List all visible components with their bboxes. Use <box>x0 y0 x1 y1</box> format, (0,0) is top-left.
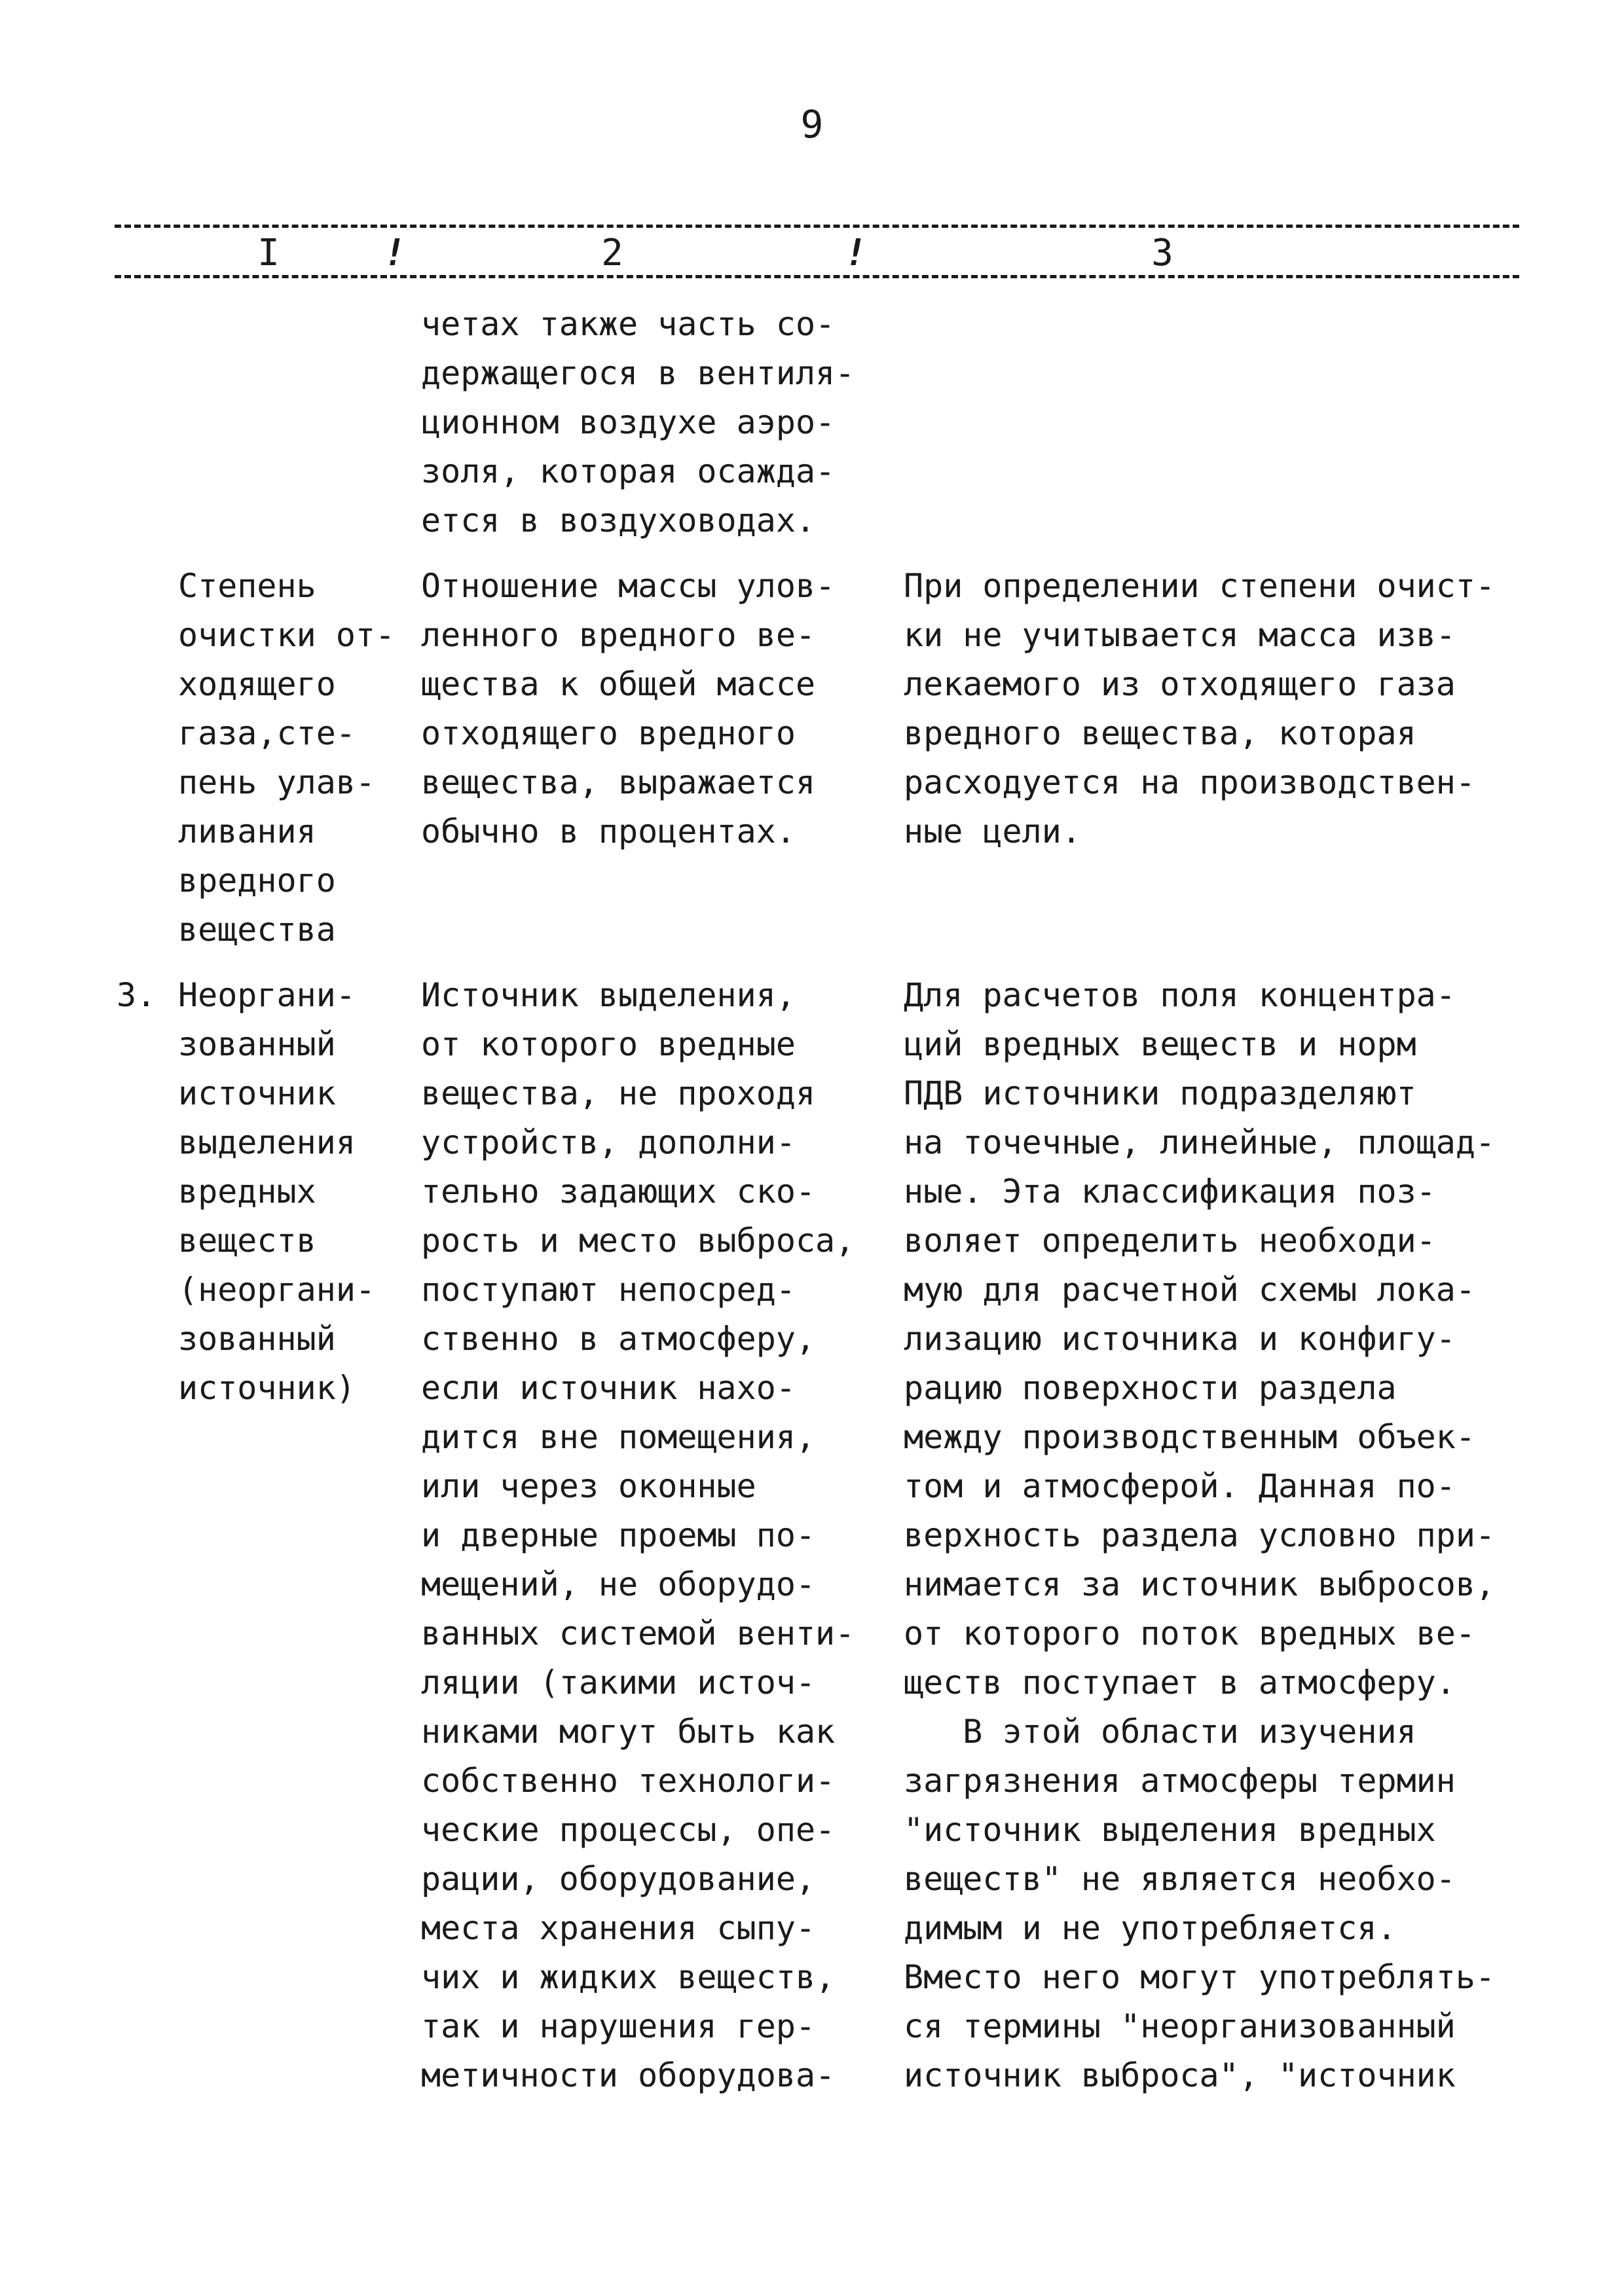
line: выделения <box>178 1123 356 1161</box>
line: зованный <box>178 1025 336 1063</box>
line: четах также часть со- <box>421 305 836 343</box>
line: ционном воздухе аэро- <box>421 403 836 441</box>
line: вредного вещества, которая <box>904 714 1416 752</box>
line: Степень <box>178 567 316 605</box>
line: поступают непосред- <box>421 1271 796 1309</box>
line: источник выброса", "источник <box>904 2056 1456 2094</box>
line: вредных <box>178 1173 316 1211</box>
line: димым и не употребляется. <box>904 1909 1397 1947</box>
line: ций вредных веществ и норм <box>904 1025 1416 1063</box>
line: Неоргани- <box>178 976 356 1014</box>
column-separator-2: ! <box>845 232 867 274</box>
line: ПДВ источники подразделяют <box>904 1074 1416 1112</box>
row-3-note <box>904 971 1495 2100</box>
row-2-term <box>178 562 395 955</box>
line: источник <box>178 1074 336 1112</box>
line: ся термины "неорганизованный <box>904 2007 1456 2045</box>
line: тельно задающих ско- <box>421 1173 816 1211</box>
line: ходящего <box>178 665 336 703</box>
line: на точечные, линейные, площад- <box>904 1123 1496 1161</box>
line: ственно в атмосферу, <box>421 1320 816 1358</box>
row-3-term <box>178 971 375 1413</box>
line: обычно в процентах. <box>421 812 796 850</box>
line: воляет определить необходи- <box>904 1222 1436 1260</box>
row-3-number: 3. <box>117 976 157 1014</box>
table-header-rule <box>115 275 1519 278</box>
line: щества к общей массе <box>421 665 816 703</box>
line: В этой области изучения <box>904 1713 1416 1751</box>
line: Источник выделения, <box>421 976 796 1014</box>
column-header-2: 2 <box>601 232 623 274</box>
page-number: 9 <box>800 102 824 147</box>
line: вещества, не проходя <box>421 1074 816 1112</box>
line: Вместо него могут употреблять- <box>904 1958 1496 1996</box>
line: газа,сте- <box>178 714 356 752</box>
line: лекаемого из отходящего газа <box>904 665 1456 703</box>
line: расходуется на производствен- <box>904 763 1475 801</box>
line: ляции (такими источ- <box>421 1664 816 1702</box>
row-3-definition <box>421 971 855 2100</box>
line: от которого вредные <box>421 1025 796 1063</box>
line: так и нарушения гер- <box>421 2007 816 2045</box>
row-2-note <box>904 562 1495 856</box>
line: золя, которая осажда- <box>421 452 836 490</box>
line: если источник нахо- <box>421 1369 796 1407</box>
line: ванных системой венти- <box>421 1614 855 1652</box>
line: источник) <box>178 1369 356 1407</box>
line: собственно технологи- <box>421 1762 836 1800</box>
line: никами могут быть как <box>421 1713 836 1751</box>
line: чих и жидких веществ, <box>421 1958 836 1996</box>
line: "источник выделения вредных <box>904 1811 1436 1849</box>
line: ленного вредного ве- <box>421 616 816 654</box>
line: мещений, не оборудо- <box>421 1565 816 1603</box>
line: ществ поступает в атмосферу. <box>904 1664 1456 1702</box>
table-top-rule <box>115 225 1519 228</box>
line: устройств, дополни- <box>421 1123 796 1161</box>
line: рость и место выброса, <box>421 1222 855 1260</box>
line: рацию поверхности раздела <box>904 1369 1397 1407</box>
line: ческие процессы, опе- <box>421 1811 836 1849</box>
line: При определении степени очист- <box>904 567 1496 605</box>
column-header-3: 3 <box>1151 232 1173 274</box>
line: (неоргани- <box>178 1271 376 1309</box>
row-2-definition <box>421 562 835 856</box>
line: ные. Эта классификация поз- <box>904 1173 1436 1211</box>
line: лизацию источника и конфигу- <box>904 1320 1456 1358</box>
line: веществ" не является необхо- <box>904 1860 1456 1898</box>
line: зованный <box>178 1320 336 1358</box>
line: дится вне помещения, <box>421 1418 816 1456</box>
line: вещества <box>178 911 336 949</box>
line: веществ <box>178 1222 316 1260</box>
line: очистки от- <box>178 616 396 654</box>
line: от которого поток вредных ве- <box>904 1614 1475 1652</box>
line: или через оконные <box>421 1467 756 1505</box>
line: отходящего вредного <box>421 714 796 752</box>
line: ные цели. <box>904 812 1081 850</box>
line: рации, оборудование, <box>421 1860 816 1898</box>
line: места хранения сыпу- <box>421 1909 816 1947</box>
line: вещества, выражается <box>421 763 816 801</box>
line: ливания <box>178 812 316 850</box>
line: пень улав- <box>178 763 376 801</box>
line: ется в воздуховодах. <box>421 501 816 539</box>
line: загрязнения атмосферы термин <box>904 1762 1456 1800</box>
line: держащегося в вентиля- <box>421 354 855 392</box>
line: верхность раздела условно при- <box>904 1516 1496 1554</box>
line: том и атмосферой. Данная по- <box>904 1467 1456 1505</box>
line: нимается за источник выбросов, <box>904 1565 1496 1603</box>
line: между производственным объек- <box>904 1418 1475 1456</box>
line: и дверные проемы по- <box>421 1516 816 1554</box>
line: Отношение массы улов- <box>421 567 836 605</box>
row-1-definition <box>421 300 855 545</box>
column-header-1: I <box>257 232 280 274</box>
line: вредного <box>178 862 336 900</box>
line: метичности оборудова- <box>421 2056 836 2094</box>
column-separator-1: ! <box>384 232 406 274</box>
line: Для расчетов поля концентра- <box>904 976 1456 1014</box>
line: ки не учитывается масса изв- <box>904 616 1456 654</box>
line: мую для расчетной схемы лока- <box>904 1271 1475 1309</box>
